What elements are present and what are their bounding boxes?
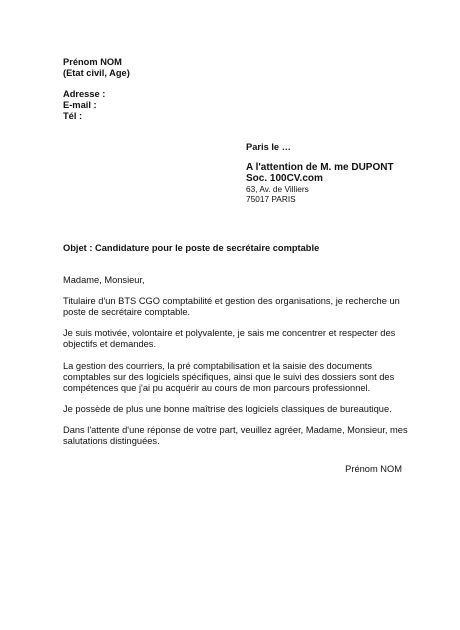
paragraph-line: Titulaire d'un BTS CGO comptabilité et gestion des organisations, je recherche un	[63, 296, 400, 306]
letter-greeting: Madame, Monsieur,	[63, 275, 145, 285]
recipient-attention: A l'attention de M. me DUPONT	[246, 162, 394, 173]
paragraph-line: Dans l'attente d'une réponse de votre part, veuillez agréer, Madame, Monsieur, mes	[63, 425, 408, 435]
paragraph-line: Je possède de plus une bonne maîtrise des logiciels classiques de bureautique.	[63, 404, 392, 414]
recipient-city: 75017 PARIS	[246, 194, 296, 204]
signature: Prénom NOM	[345, 464, 402, 474]
paragraph-line: objectifs et demandes.	[63, 339, 157, 349]
paragraph-line: La gestion des courriers, la pré comptabilisation et la saisie des documents	[63, 361, 373, 371]
sender-email-label: E-mail :	[63, 100, 97, 110]
recipient-street: 63, Av. de Villiers	[246, 184, 309, 194]
sender-address-label: Adresse :	[63, 89, 106, 99]
place-date: Paris le …	[246, 142, 291, 152]
paragraph-line: poste de secrétaire comptable.	[63, 307, 191, 317]
paragraph-line: compétences que j'ai pu acquérir au cours de mon parcours professionnel.	[63, 383, 371, 393]
recipient-company: Soc. 100CV.com	[246, 173, 323, 184]
paragraph-line: comptables sur des logiciels spécifiques, ainsi que le suivi des dossiers sont des	[63, 372, 395, 382]
letter-subject: Objet : Candidature pour le poste de secrétaire comptable	[63, 243, 320, 253]
paragraph-line: salutations distinguées.	[63, 436, 160, 446]
sender-status: (Etat civil, Age)	[63, 68, 130, 78]
paragraph-line: Je suis motivée, volontaire et polyvalente, je sais me concentrer et respecter des	[63, 328, 396, 338]
sender-phone-label: Tél :	[63, 111, 83, 121]
sender-name: Prénom NOM	[63, 57, 122, 67]
